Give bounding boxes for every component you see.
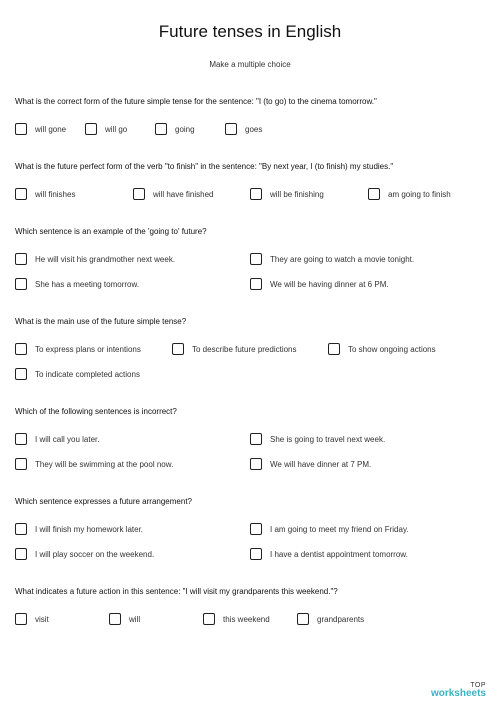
- option-q6-a[interactable]: [15, 521, 143, 537]
- checkbox[interactable]: [203, 613, 215, 625]
- checkbox[interactable]: [15, 458, 27, 470]
- checkbox[interactable]: [250, 458, 262, 470]
- option-q2-c[interactable]: [250, 186, 324, 202]
- option-label: am going to finish: [388, 189, 451, 199]
- question-text: What is the correct form of the future simple tense for the sentence: "I (to go) to the cinema tomorrow.": [15, 97, 377, 106]
- option-q5-a[interactable]: [15, 431, 99, 447]
- option-q1-c[interactable]: [155, 121, 195, 137]
- option-label: To show ongoing actions: [348, 344, 436, 354]
- checkbox[interactable]: [15, 123, 27, 135]
- option-q1-a[interactable]: [15, 121, 66, 137]
- checkbox[interactable]: [133, 188, 145, 200]
- option-label: visit: [35, 614, 49, 624]
- option-label: We will be having dinner at 6 PM.: [270, 279, 389, 289]
- checkbox[interactable]: [250, 278, 262, 290]
- checkbox[interactable]: [368, 188, 380, 200]
- option-label: I will finish my homework later.: [35, 524, 144, 534]
- option-label: this weekend: [223, 614, 270, 624]
- option-label: She is going to travel next week.: [270, 434, 386, 444]
- option-label: going: [175, 124, 195, 134]
- option-q5-b[interactable]: [250, 431, 385, 447]
- option-q4-b[interactable]: [172, 341, 297, 357]
- option-label: They will be swimming at the pool now.: [35, 459, 174, 469]
- question-text: What is the main use of the future simple tense?: [15, 317, 187, 326]
- option-q7-c[interactable]: [203, 611, 270, 627]
- option-label: I will play soccer on the weekend.: [35, 549, 155, 559]
- option-q6-d[interactable]: [250, 546, 408, 562]
- question-2: [15, 162, 485, 171]
- option-q1-b[interactable]: [85, 121, 127, 137]
- option-q4-a[interactable]: [15, 341, 141, 357]
- page-title: Future tenses in English: [158, 22, 342, 41]
- checkbox[interactable]: [15, 188, 27, 200]
- option-label: will finishes: [35, 189, 76, 199]
- option-label: will be finishing: [270, 189, 324, 199]
- checkbox[interactable]: [250, 188, 262, 200]
- checkbox[interactable]: [172, 343, 184, 355]
- question-5: [15, 407, 485, 416]
- option-q7-a[interactable]: [15, 611, 49, 627]
- checkbox[interactable]: [109, 613, 121, 625]
- question-text: What is the future perfect form of the verb "to finish" in the sentence: "By next year, I (to finish) my studies.": [15, 162, 394, 171]
- option-label: To indicate completed actions: [35, 369, 140, 379]
- checkbox[interactable]: [15, 433, 27, 445]
- option-label: will have finished: [153, 189, 214, 199]
- option-q2-b[interactable]: [133, 186, 213, 202]
- question-3: [15, 227, 485, 236]
- option-label: He will visit his grandmother next week.: [35, 254, 176, 264]
- option-label: goes: [245, 124, 263, 134]
- option-label: They are going to watch a movie tonight.: [270, 254, 415, 264]
- question-7: [15, 587, 485, 596]
- logo-bottom-text: worksheets: [430, 688, 486, 699]
- option-label: To describe future predictions: [192, 344, 297, 354]
- option-q6-b[interactable]: [250, 521, 409, 537]
- option-label: To express plans or intentions: [35, 344, 141, 354]
- checkbox[interactable]: [15, 613, 27, 625]
- option-q3-d[interactable]: [250, 276, 389, 292]
- option-label: She has a meeting tomorrow.: [35, 279, 140, 289]
- option-label: will gone: [35, 124, 67, 134]
- option-q2-a[interactable]: [15, 186, 75, 202]
- question-4: [15, 317, 485, 326]
- option-q7-d[interactable]: [297, 611, 364, 627]
- option-q5-c[interactable]: [15, 456, 173, 472]
- checkbox[interactable]: [155, 123, 167, 135]
- question-1: [15, 97, 485, 106]
- checkbox[interactable]: [250, 548, 262, 560]
- checkbox[interactable]: [15, 343, 27, 355]
- option-label: I am going to meet my friend on Friday.: [270, 524, 409, 534]
- checkbox[interactable]: [15, 548, 27, 560]
- option-q2-d[interactable]: [368, 186, 451, 202]
- page-subtitle: Make a multiple choice: [209, 60, 291, 69]
- option-label: will: [129, 614, 141, 624]
- option-label: I have a dentist appointment tomorrow.: [270, 549, 408, 559]
- checkbox[interactable]: [15, 278, 27, 290]
- question-6: [15, 497, 485, 506]
- checkbox[interactable]: [15, 253, 27, 265]
- question-text: What indicates a future action in this sentence: "I will visit my grandparents this weekend."?: [15, 587, 338, 596]
- option-label: I will call you later.: [35, 434, 100, 444]
- checkbox[interactable]: [85, 123, 97, 135]
- question-text: Which of the following sentences is incorrect?: [15, 407, 177, 416]
- topworksheets-logo: [431, 682, 486, 699]
- checkbox[interactable]: [15, 523, 27, 535]
- checkbox[interactable]: [15, 368, 27, 380]
- option-q7-b[interactable]: [109, 611, 140, 627]
- checkbox[interactable]: [250, 433, 262, 445]
- option-label: grandparents: [317, 614, 365, 624]
- checkbox[interactable]: [328, 343, 340, 355]
- checkbox[interactable]: [225, 123, 237, 135]
- option-q1-d[interactable]: [225, 121, 262, 137]
- logo-top-text: TOP: [470, 682, 486, 689]
- option-q4-d[interactable]: [15, 366, 140, 382]
- option-q3-c[interactable]: [15, 276, 139, 292]
- option-q5-d[interactable]: [250, 456, 371, 472]
- option-q4-c[interactable]: [328, 341, 436, 357]
- checkbox[interactable]: [250, 253, 262, 265]
- option-label: will go: [105, 124, 128, 134]
- question-text: Which sentence is an example of the 'going to' future?: [15, 227, 207, 236]
- option-label: We will have dinner at 7 PM.: [270, 459, 372, 469]
- option-q3-b[interactable]: [250, 251, 414, 267]
- checkbox[interactable]: [250, 523, 262, 535]
- option-q6-c[interactable]: [15, 546, 154, 562]
- question-text: Which sentence expresses a future arrangement?: [15, 497, 192, 506]
- checkbox[interactable]: [297, 613, 309, 625]
- option-q3-a[interactable]: [15, 251, 175, 267]
